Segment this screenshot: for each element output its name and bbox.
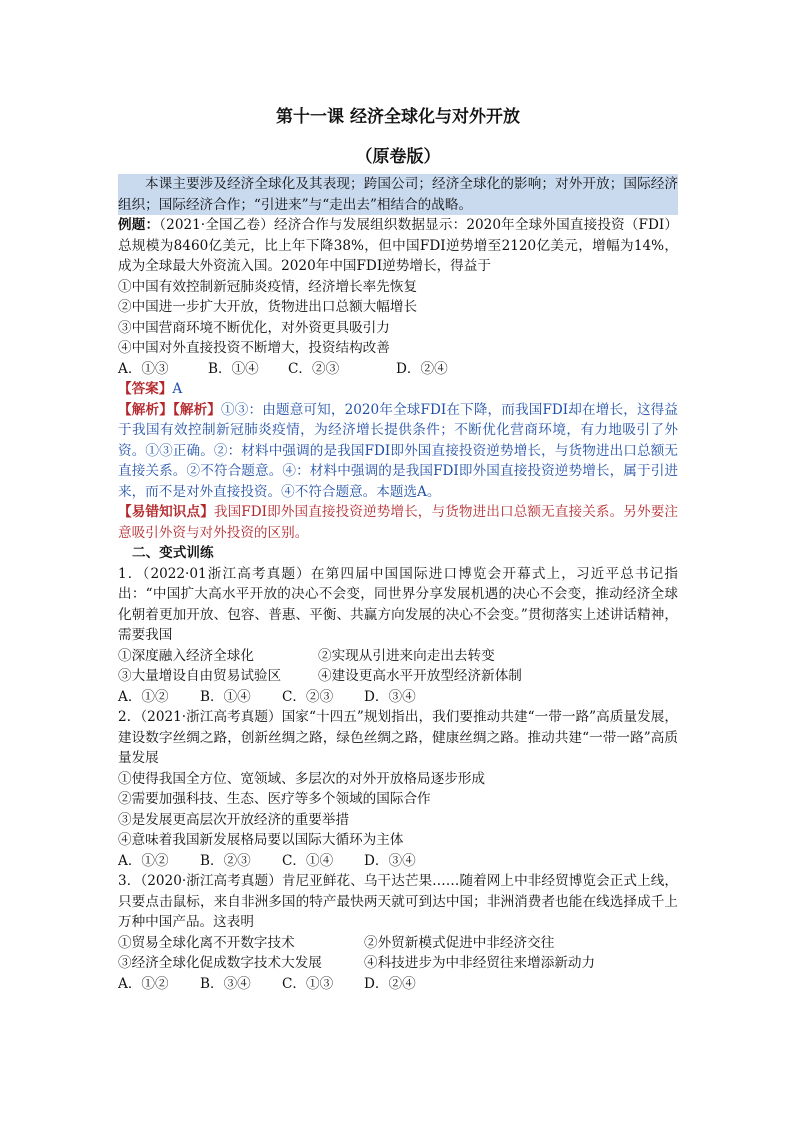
question-option: A．①② — [118, 688, 169, 705]
question-option: D．③④ — [364, 688, 416, 705]
error-label: 【易错知识点】 — [118, 504, 214, 520]
question-items-row — [118, 666, 678, 687]
answer-label: 【答案】 — [118, 381, 173, 397]
example-item: ③中国营商环境不断优化，对外资更具吸引力 — [118, 319, 390, 336]
question-items-row — [118, 933, 678, 954]
question-options — [118, 974, 678, 995]
answer-line — [118, 379, 678, 400]
question-option: B．①④ — [200, 688, 251, 705]
page-title: 第十一课 经济全球化与对外开放 — [276, 107, 520, 127]
error-note — [118, 502, 678, 543]
question-option: C．②③ — [282, 688, 334, 705]
document-page — [118, 100, 678, 994]
question-item: ④建设更高水平开放型经济新体制 — [318, 668, 522, 684]
question-item: ③是发展更高层次开放经济的重要举措 — [118, 811, 350, 828]
question-option: C．①④ — [282, 852, 334, 869]
question-item: ①贸易全球化离不开数字技术 — [118, 934, 295, 951]
example-item: ①中国有效控制新冠肺炎疫情，经济增长率先恢复 — [118, 278, 418, 295]
intro-paragraph: 本课主要涉及经济全球化及其表现；跨国公司；经济全球化的影响；对外开放；国际经济组织；国际经济合作；“引进来”与“走出去”相结合的战略。 — [118, 174, 678, 215]
question-stem: 2．（2021·浙江高考真题）国家“十四五”规划指出，我们要推动共建“一带一路”高质量发展，建设数字丝绸之路，创新丝绸之路，绿色丝绸之路，健康丝绸之路。推动共建“一带一路”高质量发展 — [118, 709, 678, 766]
example-stem — [118, 215, 678, 277]
example-option: D．②④ — [396, 360, 448, 377]
error-text: 我国FDI即外国直接投资逆势增长，与货物进出口总额无直接关系。另外要注意吸引外资与对外投资的区别。 — [118, 504, 679, 541]
example-label: 例题： — [118, 217, 160, 233]
question-option: A．①② — [118, 852, 169, 869]
question-option: D．②④ — [364, 975, 416, 992]
question-item: ②需要加强科技、生态、医疗等多个领域的国际合作 — [118, 791, 431, 807]
example-item: ②中国进一步扩大开放，货物进出口总额大幅增长 — [118, 299, 418, 315]
question-item: ④科技进步为中非经贸往来增添新动力 — [364, 955, 596, 971]
question-item: ②外贸新模式促进中非经济交往 — [364, 934, 555, 951]
analysis-label: 【解析】【解析】 — [118, 401, 222, 418]
example-option: A．①③ — [118, 360, 169, 377]
example-stem-text: （2021·全国乙卷）经济合作与发展组织数据显示：2020年全球外国直接投资（FDI）总规模为8460亿美元，比上年下降38%，但中国FDI逆势增至2120亿美元，增幅为14%，成为全球最大外资流入国。2020年中国FDI逆势增长，得益于 — [118, 217, 678, 274]
question-option: C．①③ — [282, 975, 334, 992]
question-options — [118, 851, 678, 872]
question-items-row — [118, 953, 678, 974]
example-item: ④中国对外直接投资不断增大，投资结构改善 — [118, 340, 390, 356]
question-item: ①使得我国全方位、宽领域、多层次的对外开放格局逐步形成 — [118, 770, 486, 787]
question-option: B．③④ — [200, 975, 251, 992]
answer-value: A — [172, 381, 183, 397]
question-option: D．③④ — [364, 852, 416, 869]
question-item: ②实现从引进来向走出去转变 — [318, 647, 495, 664]
example-option: C．②③ — [288, 360, 340, 377]
analysis-paragraph — [118, 400, 678, 503]
question-options — [118, 687, 678, 708]
question-stem: 3．（2020·浙江高考真题）肯尼亚鲜花、乌干达芒果……随着网上中非经贸博览会正式上线，只要点击鼠标，来自非洲多国的特产最快两天就可到达中国；非洲消费者也能在线选择成千上万种中国产品。这表明 — [118, 873, 678, 930]
question-items-row — [118, 646, 678, 667]
question-option: B．②③ — [200, 852, 251, 869]
question-stem: 1．（2022·01浙江高考真题）在第四届中国国际进口博览会开幕式上，习近平总书记指出：“中国扩大高水平开放的决心不会变，同世界分享发展机遇的决心不会变，推动经济全球化朝着更加开放、包容、普惠、平衡、共赢方向发展的决心不会变。”贯彻落实上述讲话精神，需要我国 — [118, 565, 678, 643]
question-item: ③经济全球化促成数字技术大发展 — [118, 955, 322, 971]
question-item: ①深度融入经济全球化 — [118, 647, 254, 664]
section-title: 二、变式训练 — [132, 545, 214, 561]
analysis-text: ①③：由题意可知，2020年全球FDI在下降，而我国FDI却在增长，这得益于我国有效控制新冠肺炎疫情，为经济增长提供条件；不断优化营商环境，有力地吸引了外资。①③正确。②：材料中强调的是我国FDI即外国直接投资逆势增长，与货物进出口总额无直接关系。②不符合题意。④：材料中强调的是我国FDI即外国直接投资逆势增长，属于引进来，而不是对外直接投资。④不符合题意。本题选A。 — [118, 401, 679, 500]
question-item: ④意味着我国新发展格局要以国际大循环为主体 — [118, 832, 404, 848]
example-options — [118, 359, 678, 380]
question-item: ③大量增设自由贸易试验区 — [118, 668, 282, 684]
page-subtitle: （原卷版） — [355, 147, 441, 167]
example-option: B．①④ — [208, 360, 259, 377]
question-option: A．①② — [118, 975, 169, 992]
